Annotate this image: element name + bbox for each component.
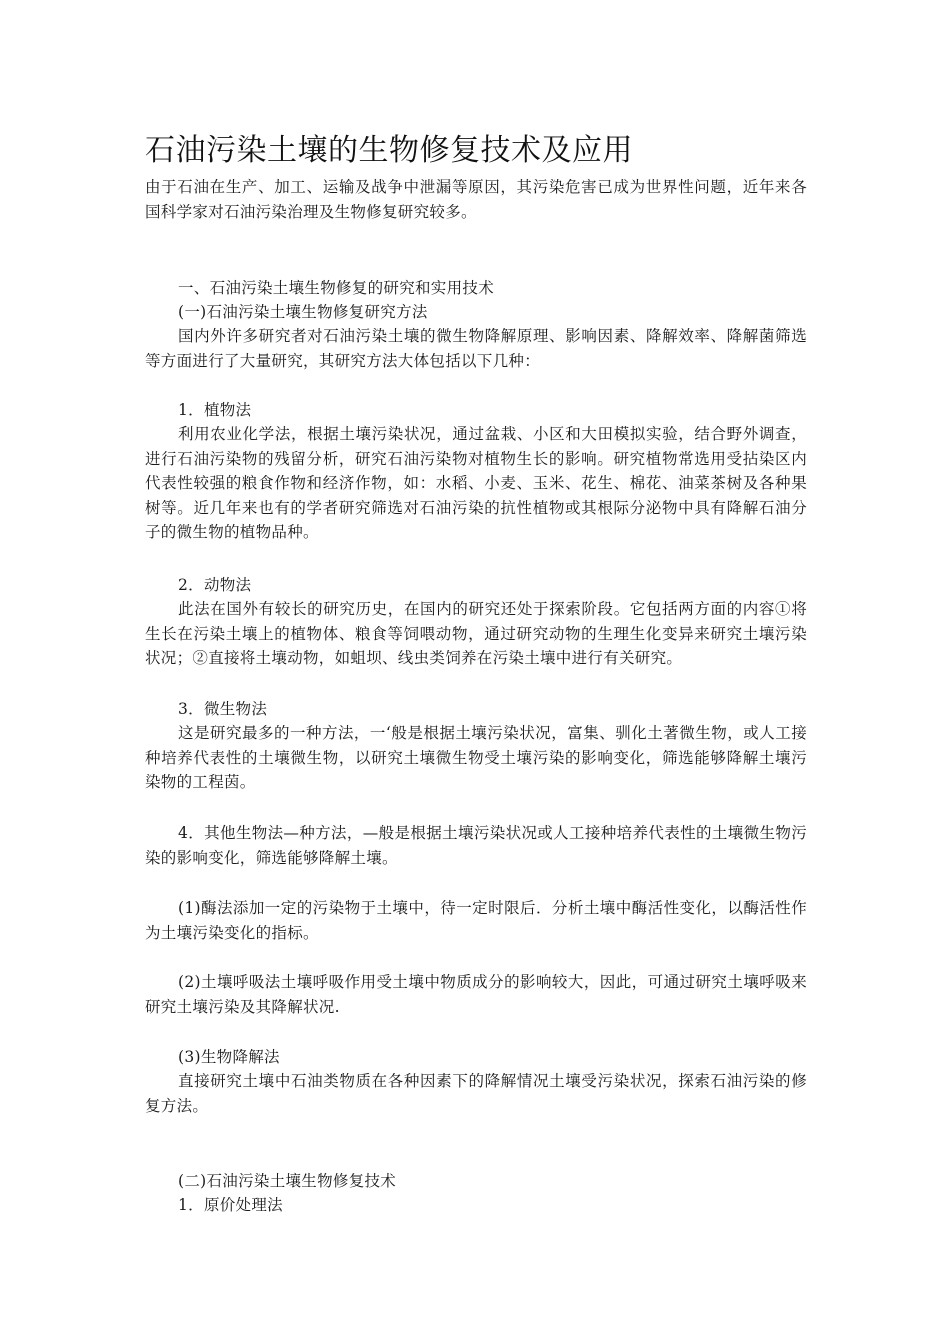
method-plant-text: 利用农业化学法，根据土壤污染状况，通过盆栽、小区和大田模拟实验，结合野外调查，进行石油污染物的残留分析，研究石油污染物对植物生长的影响。研究植物常选用受拈染区内代表性较强的粮食作物和经济作物，如：水稻、小麦、玉米、花生、棉花、油菜茶树及各种果树等。近几年来也有的学者研究筛选对石油污染的抗性植物或其根际分泌物中具有降解石油分子的微生物的植物品种。 bbox=[145, 425, 807, 541]
subsection-heading-2: (二)石油污染土壤生物修复技术 bbox=[178, 1172, 397, 1190]
method-plant-title: 1．植物法 bbox=[178, 401, 252, 419]
methods-intro-paragraph: 国内外许多研究者对石油污染土壤的微生物降解原理、影响因素、降解效率、降解菌筛选等方面进行了大量研究，其研究方法大体包括以下几种： bbox=[145, 327, 807, 370]
method-animal-text: 此法在国外有较长的研究历史，在国内的研究还处于探索阶段。它包括两方面的内容①将生长在污染土壤上的植物体、粮食等饲喂动物，通过研究动物的生理生化变异来研究土壤污染状况；②直接将土壤动物，如蛆坝、线虫类饲养在污染土壤中进行有关研究。 bbox=[145, 600, 807, 667]
document-title: 石油污染土壤的生物修复技术及应用 bbox=[145, 133, 633, 168]
subsection-heading: (一)石油污染土壤生物修复研究方法 bbox=[178, 303, 428, 321]
biodegradation-text: 直接研究土壤中石油类物质在各种因素下的降解情况土壤受污染状况，探索石油污染的修复方法。 bbox=[145, 1072, 807, 1115]
method-animal-title: 2．动物法 bbox=[178, 576, 252, 594]
method-microbe-title: 3．微生物法 bbox=[178, 700, 268, 718]
enzyme-method-text: (1)酶法添加一定的污染物于土壤中，待一定时限后．分析土壤中酶活性变化，以酶活性作为土壤污染变化的指标。 bbox=[145, 899, 807, 942]
technique-1-title: 1．原价处理法 bbox=[178, 1196, 283, 1214]
biodegradation-title: (3)生物降解法 bbox=[178, 1048, 280, 1066]
section-heading: 一、石油污染土壤生物修复的研究和实用技术 bbox=[178, 279, 495, 297]
intro-paragraph: 由于石油在生产、加工、运输及战争中泄漏等原因，其污染危害已成为世界性问题，近年来各国科学家对石油污染治理及生物修复研究较多。 bbox=[145, 178, 807, 221]
method-other-text: 4．其他生物法—种方法，—般是根据土壤污染状况或人工接种培养代表性的土壤微生物污染的影响变化，筛选能够降解土壤。 bbox=[145, 824, 807, 867]
method-microbe-text: 这是研究最多的一种方法，一‘般是根据土壤污染状况，富集、驯化土著微生物，或人工接种培养代表性的土壤微生物，以研究土壤微生物受土壤污染的影响变化，筛选能够降解土壤污染物的工程茵。 bbox=[145, 724, 807, 791]
respiration-method-text: (2)土壤呼吸法土壤呼吸作用受土壤中物质成分的影响较大，因此，可通过研究土壤呼吸来研究土壤污染及其降解状况. bbox=[145, 973, 807, 1016]
